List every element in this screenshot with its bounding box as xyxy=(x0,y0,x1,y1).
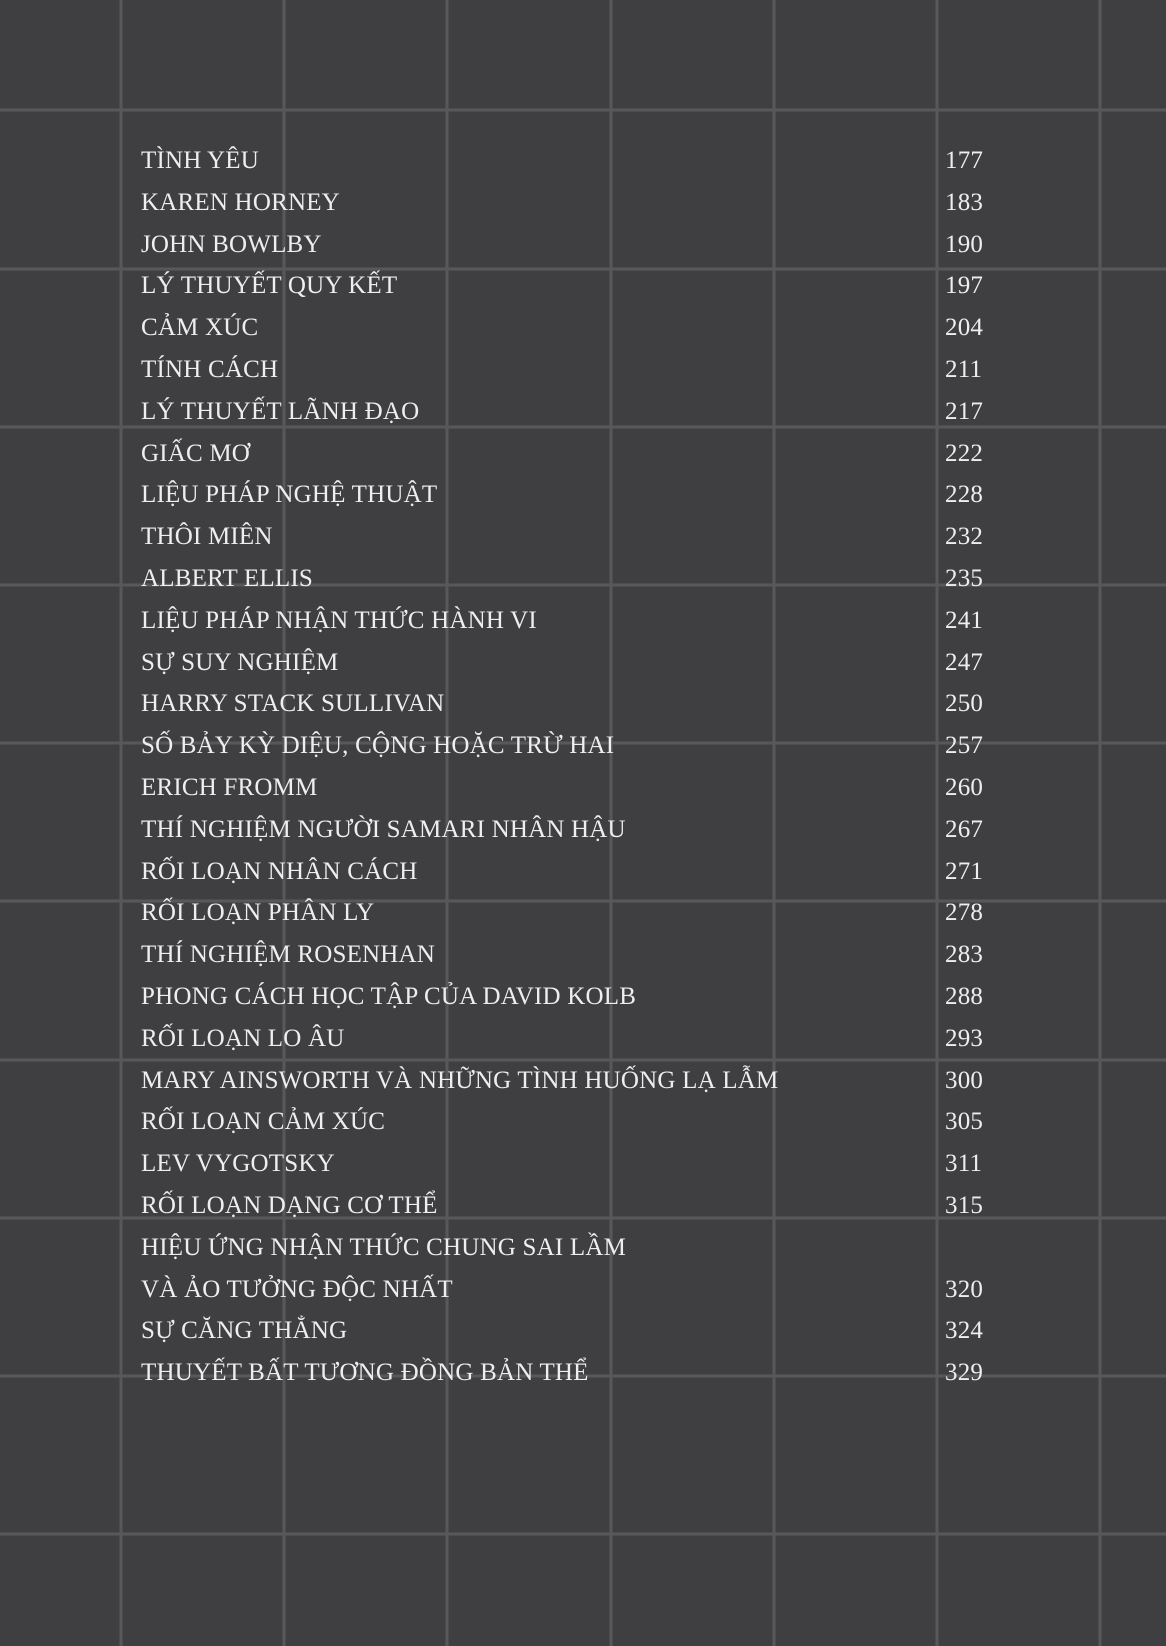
toc-page-number: 228 xyxy=(945,481,984,509)
toc-entry[interactable] xyxy=(141,516,1001,558)
toc-entry[interactable] xyxy=(141,1018,1001,1060)
toc-page-number: 250 xyxy=(945,690,984,718)
toc-entry[interactable] xyxy=(141,683,1001,725)
toc-page-number: 260 xyxy=(945,773,984,801)
toc-title: RỐI LOẠN CẢM XÚC xyxy=(141,1108,386,1136)
toc-entry[interactable] xyxy=(141,349,1001,391)
toc-title: TÍNH CÁCH xyxy=(141,355,279,383)
toc-page-number: 320 xyxy=(945,1275,984,1303)
toc-title: LIỆU PHÁP NHẬN THỨC HÀNH VI xyxy=(141,606,537,634)
toc-title: JOHN BOWLBY xyxy=(141,230,322,258)
toc-title: LIỆU PHÁP NGHỆ THUẬT xyxy=(141,481,438,509)
toc-entry[interactable] xyxy=(141,934,1001,976)
toc-title: VÀ ẢO TƯỞNG ĐỘC NHẤT xyxy=(141,1275,453,1303)
toc-entry[interactable] xyxy=(141,140,1001,182)
toc-entry[interactable] xyxy=(141,1143,1001,1185)
toc-page-number: 293 xyxy=(945,1024,984,1052)
toc-entry[interactable] xyxy=(141,600,1001,642)
table-of-contents xyxy=(141,140,1001,1394)
toc-entry[interactable] xyxy=(141,391,1001,433)
toc-page-number: 257 xyxy=(945,732,984,760)
toc-page-number: 197 xyxy=(945,272,984,300)
toc-entry[interactable] xyxy=(141,767,1001,809)
toc-page-number: 300 xyxy=(945,1066,984,1094)
toc-title: LÝ THUYẾT QUY KẾT xyxy=(141,272,398,300)
toc-title: HIỆU ỨNG NHẬN THỨC CHUNG SAI LẦM xyxy=(141,1233,627,1261)
toc-page-number: 247 xyxy=(945,648,984,676)
toc-title: KAREN HORNEY xyxy=(141,188,340,216)
toc-page-number: 283 xyxy=(945,941,984,969)
toc-title: THÔI MIÊN xyxy=(141,523,273,551)
toc-page-number: 311 xyxy=(945,1150,983,1178)
toc-title: PHONG CÁCH HỌC TẬP CỦA DAVID KOLB xyxy=(141,982,637,1010)
toc-title: MARY AINSWORTH VÀ NHỮNG TÌNH HUỐNG LẠ LẪM xyxy=(141,1066,779,1094)
toc-page-number: 177 xyxy=(945,147,984,174)
toc-entry[interactable] xyxy=(141,1227,1001,1269)
toc-title: RỐI LOẠN DẠNG CƠ THỂ xyxy=(141,1191,438,1219)
toc-title: SỐ BẢY KỲ DIỆU, CỘNG HOẶC TRỪ HAI xyxy=(141,732,615,760)
toc-title: ERICH FROMM xyxy=(141,773,318,801)
toc-title: RỐI LOẠN LO ÂU xyxy=(141,1024,345,1052)
toc-page-number: 241 xyxy=(945,606,984,634)
toc-entry[interactable] xyxy=(141,433,1001,475)
toc-entry[interactable] xyxy=(141,307,1001,349)
toc-page-number: 211 xyxy=(945,355,983,383)
toc-page-number: 235 xyxy=(945,564,984,592)
toc-entry[interactable] xyxy=(141,809,1001,851)
toc-entry[interactable] xyxy=(141,851,1001,893)
toc-title: LÝ THUYẾT LÃNH ĐẠO xyxy=(141,397,420,425)
toc-page-number: 267 xyxy=(945,815,984,843)
toc-entry[interactable] xyxy=(141,1352,1001,1394)
toc-title: RỐI LOẠN NHÂN CÁCH xyxy=(141,857,418,885)
toc-entry[interactable] xyxy=(141,182,1001,224)
toc-page-number: 232 xyxy=(945,523,984,551)
toc-title: GIẤC MƠ xyxy=(141,439,251,467)
toc-page-number: 315 xyxy=(945,1191,984,1219)
toc-page-number: 329 xyxy=(945,1359,984,1387)
toc-title: THÍ NGHIỆM NGƯỜI SAMARI NHÂN HẬU xyxy=(141,815,626,843)
toc-title: TÌNH YÊU xyxy=(141,147,260,174)
toc-page-number: 278 xyxy=(945,899,984,927)
toc-page-number: 324 xyxy=(945,1317,984,1345)
toc-page-number: 217 xyxy=(945,397,984,425)
toc-page-number: 222 xyxy=(945,439,984,467)
toc-entry[interactable] xyxy=(141,1060,1001,1102)
toc-entry[interactable] xyxy=(141,1101,1001,1143)
toc-page-number: 305 xyxy=(945,1108,984,1136)
toc-entry[interactable] xyxy=(141,224,1001,266)
toc-title: THÍ NGHIỆM ROSENHAN xyxy=(141,941,436,969)
toc-title: HARRY STACK SULLIVAN xyxy=(141,690,445,718)
toc-page-number: 288 xyxy=(945,982,984,1010)
toc-entry[interactable] xyxy=(141,474,1001,516)
toc-title: RỐI LOẠN PHÂN LY xyxy=(141,899,375,927)
toc-entry[interactable] xyxy=(141,265,1001,307)
toc-entry[interactable] xyxy=(141,1310,1001,1352)
toc-title: ALBERT ELLIS xyxy=(141,564,313,592)
toc-title: SỰ CĂNG THẲNG xyxy=(141,1317,348,1345)
toc-title: LEV VYGOTSKY xyxy=(141,1150,335,1178)
toc-entry[interactable] xyxy=(141,976,1001,1018)
toc-entry[interactable] xyxy=(141,642,1001,684)
toc-page-number: 204 xyxy=(945,314,984,342)
toc-title: CẢM XÚC xyxy=(141,314,259,342)
toc-entry[interactable] xyxy=(141,1269,1001,1311)
toc-page-number: 190 xyxy=(945,230,984,258)
toc-page-number: 271 xyxy=(945,857,984,885)
toc-entry[interactable] xyxy=(141,1185,1001,1227)
toc-title: THUYẾT BẤT TƯƠNG ĐỒNG BẢN THỂ xyxy=(141,1359,589,1387)
toc-title: SỰ SUY NGHIỆM xyxy=(141,648,339,676)
toc-entry[interactable] xyxy=(141,892,1001,934)
toc-entry[interactable] xyxy=(141,558,1001,600)
toc-entry[interactable] xyxy=(141,725,1001,767)
toc-page-number: 183 xyxy=(945,188,984,216)
